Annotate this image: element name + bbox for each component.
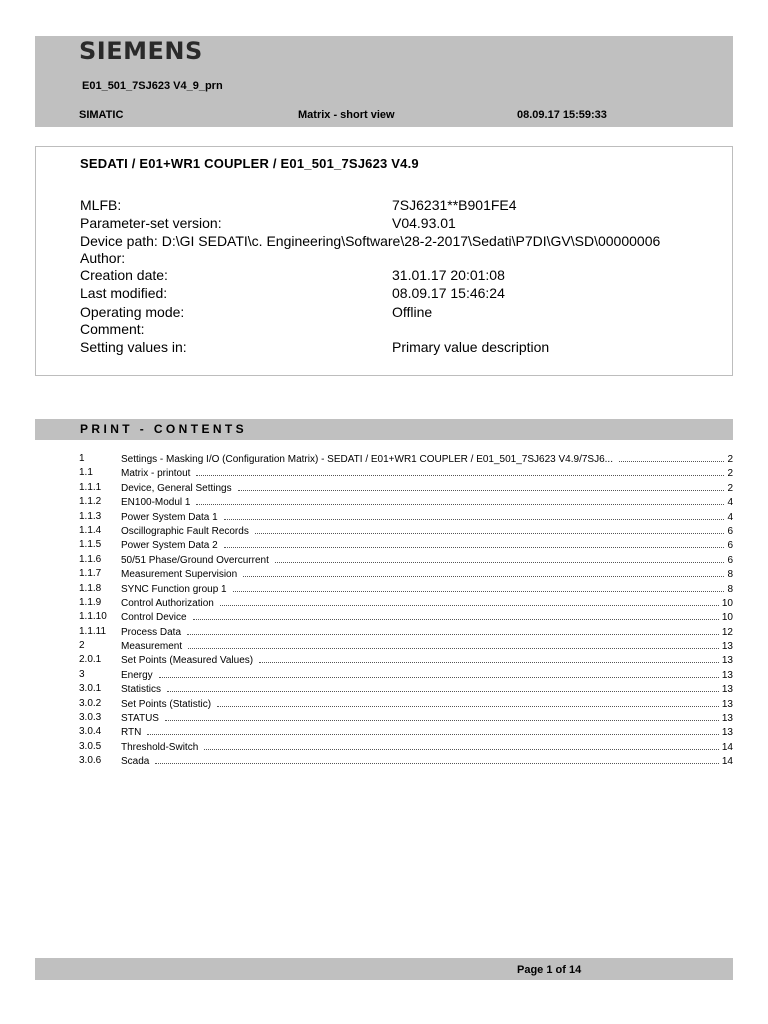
toc-entry-number: 3	[79, 668, 85, 680]
toc-entry-page: 13	[721, 655, 733, 667]
toc-dot-leader	[224, 510, 725, 520]
toc-entry[interactable]	[79, 725, 733, 739]
toc-entry-page: 2	[727, 454, 733, 465]
toc-entry-line	[121, 596, 733, 611]
toc-entry-page: 13	[721, 727, 733, 739]
toc-entry-line	[121, 567, 733, 582]
siemens-logo: SIEMENS	[79, 37, 203, 65]
last-modified-value: 08.09.17 15:46:24	[392, 285, 505, 301]
table-of-contents	[79, 452, 733, 769]
toc-entry-title: Scada	[121, 756, 150, 768]
toc-entry-line	[121, 481, 733, 496]
toc-entry-line	[121, 711, 733, 726]
page-footer	[35, 958, 733, 980]
toc-entry-title: Power System Data 2	[121, 540, 218, 552]
toc-entry-line	[121, 452, 733, 467]
toc-dot-leader	[193, 610, 719, 620]
toc-entry-number: 1.1.10	[79, 611, 107, 623]
toc-entry-number: 1.1.9	[79, 596, 102, 608]
print-timestamp: 08.09.17 15:59:33	[517, 109, 607, 121]
toc-dot-leader	[188, 639, 719, 649]
toc-entry-page: 14	[721, 741, 733, 753]
toc-entry-page: 12	[721, 626, 733, 638]
toc-entry-line	[121, 697, 733, 712]
toc-entry-title: Settings - Masking I/O (Configuration Matrix) - SEDATI / E01+WR1 COUPLER / E01_501_7SJ623 V4.9/7SJ6...	[121, 454, 613, 465]
toc-entry-page: 10	[721, 597, 733, 609]
contents-heading: PRINT - CONTENTS	[80, 422, 248, 436]
contents-section-bar	[35, 419, 733, 440]
toc-dot-leader	[217, 697, 719, 707]
toc-entry-page: 13	[721, 684, 733, 696]
toc-entry-title: Device, General Settings	[121, 482, 232, 494]
toc-entry-title: SYNC Function group 1	[121, 583, 227, 595]
toc-dot-leader	[187, 625, 719, 635]
toc-entry-number: 1.1.4	[79, 524, 102, 536]
view-name: Matrix - short view	[298, 109, 395, 121]
system-name: SIMATIC	[79, 109, 124, 121]
operating-mode-label: Operating mode:	[80, 304, 185, 320]
toc-entry[interactable]	[79, 524, 733, 538]
creation-date-label: Creation date:	[80, 267, 168, 283]
toc-entry[interactable]	[79, 596, 733, 610]
page-header	[35, 36, 733, 127]
document-name: E01_501_7SJ623 V4_9_prn	[82, 80, 223, 92]
toc-entry-number: 2.0.1	[79, 654, 102, 666]
toc-entry-title: Statistics	[121, 684, 162, 696]
toc-dot-leader	[255, 524, 725, 534]
mlfb-label: MLFB:	[80, 197, 122, 213]
toc-entry-title: Control Device	[121, 612, 187, 624]
toc-entry-page: 4	[727, 511, 733, 523]
creation-date-value: 31.01.17 20:01:08	[392, 267, 505, 283]
toc-dot-leader	[155, 754, 719, 764]
toc-entry-page: 2	[727, 468, 733, 480]
toc-entry[interactable]	[79, 553, 733, 567]
toc-entry-line	[121, 740, 733, 755]
toc-entry-line	[121, 538, 733, 553]
param-set-label: Parameter-set version:	[80, 215, 222, 231]
toc-entry-title: RTN	[121, 727, 142, 739]
toc-entry-title: Process Data	[121, 626, 182, 638]
toc-entry-page: 6	[727, 554, 733, 566]
toc-entry[interactable]	[79, 740, 733, 754]
toc-entry-number: 3.0.4	[79, 726, 102, 738]
toc-entry-title: 50/51 Phase/Ground Overcurrent	[121, 554, 269, 566]
toc-entry-line	[121, 682, 733, 697]
toc-dot-leader	[619, 452, 724, 462]
device-path: Device path: D:\GI SEDATI\c. Engineering\Software\28-2-2017\Sedati\P7DI\GV\SD\00000006	[80, 233, 661, 249]
toc-entry[interactable]	[79, 567, 733, 581]
toc-dot-leader	[196, 495, 724, 505]
toc-entry-title: Threshold-Switch	[121, 741, 199, 753]
mlfb-value: 7SJ6231**B901FE4	[392, 197, 517, 213]
param-set-value: V04.93.01	[392, 215, 456, 231]
toc-entry-page: 6	[727, 540, 733, 552]
toc-entry-title: Measurement Supervision	[121, 569, 238, 581]
toc-entry-number: 1.1.2	[79, 496, 102, 508]
toc-entry-title: STATUS	[121, 713, 159, 725]
toc-entry-line	[121, 553, 733, 568]
toc-entry[interactable]	[79, 452, 733, 466]
last-modified-label: Last modified:	[80, 285, 168, 301]
toc-entry-title: Oscillographic Fault Records	[121, 525, 249, 537]
toc-entry-number: 3.0.5	[79, 740, 102, 752]
toc-entry-page: 14	[721, 756, 733, 768]
toc-entry[interactable]	[79, 582, 733, 596]
toc-entry-number: 1.1.8	[79, 582, 102, 594]
toc-dot-leader	[147, 725, 719, 735]
toc-entry-line	[121, 610, 733, 625]
toc-entry-number: 1.1	[79, 467, 93, 479]
toc-entry-line	[121, 639, 733, 654]
toc-entry-number: 2	[79, 640, 85, 652]
toc-entry-number: 3.0.6	[79, 755, 102, 767]
toc-entry[interactable]	[79, 481, 733, 495]
toc-entry-number: 1.1.6	[79, 553, 102, 565]
toc-entry-number: 3.0.2	[79, 697, 102, 709]
toc-entry[interactable]	[79, 466, 733, 480]
toc-dot-leader	[159, 668, 719, 678]
toc-entry-page: 2	[727, 482, 733, 494]
toc-entry-title: Set Points (Measured Values)	[121, 655, 254, 667]
toc-entry[interactable]	[79, 711, 733, 725]
toc-entry-page: 6	[727, 525, 733, 537]
toc-entry-title: EN100-Modul 1	[121, 497, 191, 509]
toc-entry[interactable]	[79, 668, 733, 682]
setting-values-label: Setting values in:	[80, 339, 187, 355]
toc-entry-number: 1.1.11	[79, 625, 107, 637]
toc-entry-number: 3.0.1	[79, 683, 102, 695]
toc-dot-leader	[204, 740, 719, 750]
toc-entry[interactable]	[79, 754, 733, 768]
toc-entry-page: 4	[727, 497, 733, 509]
toc-entry[interactable]	[79, 639, 733, 653]
toc-entry-title: Control Authorization	[121, 597, 214, 609]
toc-entry[interactable]	[79, 538, 733, 552]
toc-entry-line	[121, 668, 733, 683]
toc-entry-title: Set Points (Statistic)	[121, 698, 212, 710]
toc-entry-line	[121, 495, 733, 510]
toc-entry-line	[121, 582, 733, 597]
toc-entry-line	[121, 466, 733, 481]
toc-entry-page: 8	[727, 583, 733, 595]
toc-entry[interactable]	[79, 697, 733, 711]
toc-dot-leader	[224, 538, 725, 548]
toc-dot-leader	[238, 481, 725, 491]
toc-dot-leader	[196, 466, 724, 476]
toc-entry-number: 1.1.1	[79, 481, 102, 493]
toc-entry-page: 13	[721, 669, 733, 681]
toc-dot-leader	[167, 682, 719, 692]
operating-mode-value: Offline	[392, 304, 433, 320]
toc-dot-leader	[259, 653, 719, 663]
toc-entry[interactable]	[79, 495, 733, 509]
toc-entry-number: 1.1.7	[79, 568, 102, 580]
device-info-box	[35, 146, 733, 376]
toc-entry-page: 8	[727, 569, 733, 581]
toc-dot-leader	[233, 582, 725, 592]
toc-entry[interactable]	[79, 510, 733, 524]
toc-dot-leader	[275, 553, 725, 563]
toc-entry-page: 13	[721, 713, 733, 725]
toc-entry-line	[121, 625, 733, 640]
toc-entry-number: 1.1.3	[79, 510, 102, 522]
toc-dot-leader	[220, 596, 719, 606]
author-label: Author:	[80, 250, 126, 266]
toc-entry-line	[121, 725, 733, 740]
toc-entry-title: Matrix - printout	[121, 468, 191, 480]
page-number: Page 1 of 14	[517, 964, 582, 976]
toc-entry-page: 13	[721, 698, 733, 710]
setting-values-value: Primary value description	[392, 339, 550, 355]
toc-entry-line	[121, 510, 733, 525]
toc-entry-title: Measurement	[121, 641, 183, 653]
toc-entry[interactable]	[79, 610, 733, 624]
toc-dot-leader	[243, 567, 724, 577]
toc-entry[interactable]	[79, 682, 733, 696]
toc-entry-number: 1.1.5	[79, 539, 102, 551]
toc-entry-number: 3.0.3	[79, 712, 102, 724]
toc-entry-line	[121, 754, 733, 769]
toc-entry-page: 10	[721, 612, 733, 624]
toc-entry[interactable]	[79, 653, 733, 667]
toc-entry-line	[121, 524, 733, 539]
toc-entry-title: Energy	[121, 669, 153, 681]
toc-entry-number: 1	[79, 453, 85, 464]
comment-label: Comment:	[80, 321, 145, 337]
toc-dot-leader	[165, 711, 719, 721]
toc-entry-page: 13	[721, 641, 733, 653]
device-title: SEDATI / E01+WR1 COUPLER / E01_501_7SJ623 V4.9	[80, 156, 419, 171]
toc-entry-line	[121, 653, 733, 668]
toc-entry[interactable]	[79, 625, 733, 639]
toc-entry-title: Power System Data 1	[121, 511, 218, 523]
